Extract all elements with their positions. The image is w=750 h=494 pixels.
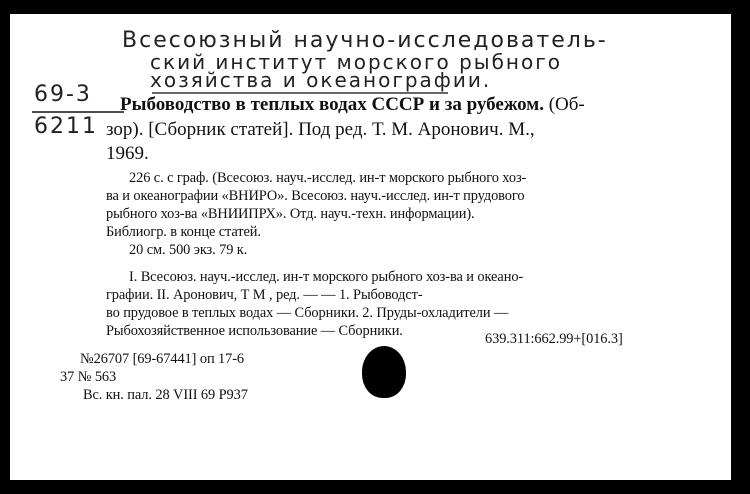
classification-number: 639.311:662.99+[016.3] [485,331,623,347]
desc-line2: ва и океанографии «ВНИРО». Всесоюз. науч.-исслед. ин-т прудового [106,188,525,204]
desc-line1: 226 с. с граф. (Всесоюз. науч.-исслед. ин-т морского рыбного хоз- [129,170,527,186]
desc-line4: Библиогр. в конце статей. [106,224,261,240]
tracing-line1: I. Всесоюз. науч.-исслед. ин-т морского рыбного хоз-ва и океано- [129,269,524,285]
entry-title-line1 [120,94,585,116]
handwritten-code-top: 69-3 [34,82,92,107]
tracing-line2: графии. II. Аронович, Т М , ред. — — 1. Рыбоводст- [106,287,423,303]
catalog-card [10,14,731,480]
desc-line5: 20 см. 500 экз. 79 к. [129,242,248,258]
tracing-line3: во прудовое в теплых водах — Сборники. 2. Пруды-охладители — [106,305,509,321]
handwritten-header-line2: ский институт морского рыбного [150,50,562,74]
entry-title-line3: 1969. [106,143,149,164]
handwritten-header-line1: Всесоюзный научно-исследователь- [122,28,608,53]
tracing-line4: Рыбохозяйственное использование — Сборники. [106,323,403,339]
handwritten-header-line3: хозяйства и океанографии. [150,68,492,92]
handwritten-code-bottom: 6211 [34,114,98,139]
punch-hole [362,346,406,398]
entry-title-main: Рыбоводство в теплых водах СССР и за рубежом. [120,94,544,115]
footer-line3: Вс. кн. пал. 28 VIII 69 Р937 [83,387,248,403]
entry-title-line2: зор). [Сборник статей]. Под ред. Т. М. Аронович. М., [106,119,535,140]
entry-title-rest: (Об- [543,94,585,115]
footer-line1: №26707 [69-67441] оп 17-6 [80,351,245,367]
desc-line3: рыбного хоз-ва «ВНИИПРХ». Отд. науч.-техн. информации). [106,206,475,222]
footer-line2: 37 № 563 [60,369,117,385]
